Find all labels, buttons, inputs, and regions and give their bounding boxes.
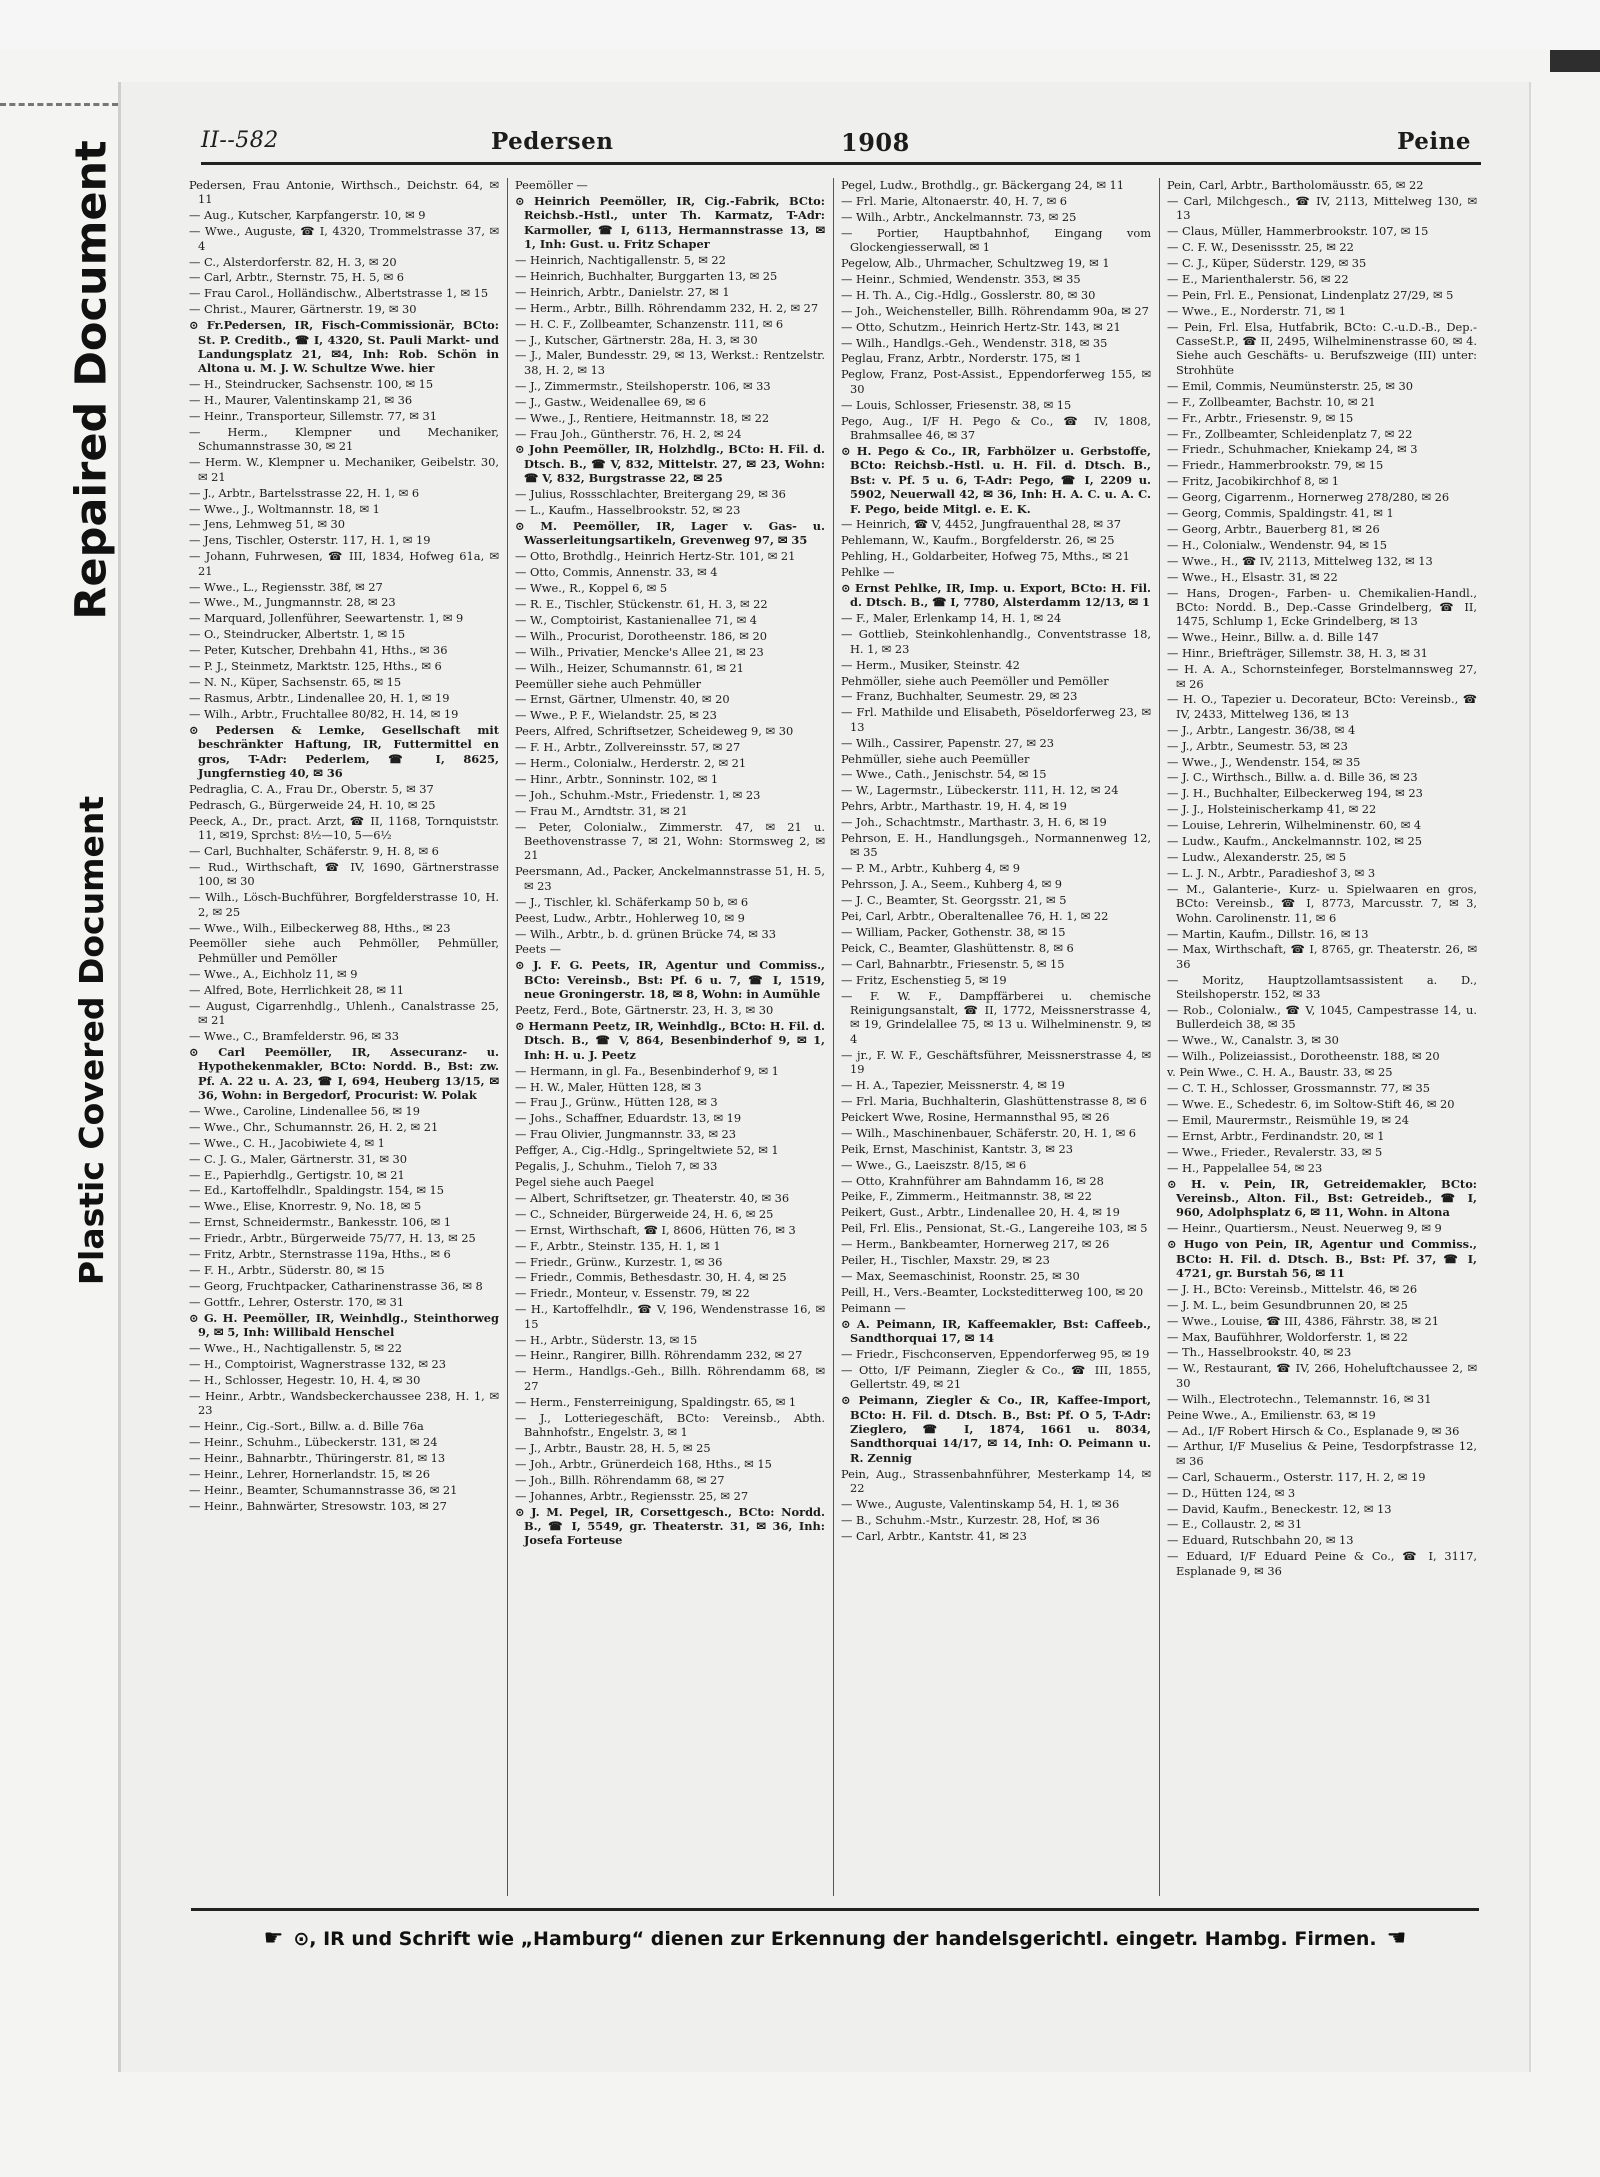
- directory-entry: — Heinr., Schuhm., Lübeckerstr. 131, ✉ 24: [189, 1434, 438, 1449]
- directory-entry: — Wwe., Louise, ☎ III, 4386, Fährstr. 38, ✉ 21: [1167, 1313, 1440, 1328]
- directory-entry: — W., Comptoirist, Kastanienallee 71, ✉ 4: [515, 612, 757, 627]
- directory-entry: Peimann —: [841, 1300, 906, 1315]
- plastic-covered-label: Plastic Covered Document: [72, 795, 112, 1285]
- directory-entry: Pego, Aug., I/F H. Pego & Co., ☎ IV, 1808, Brahmsallee 46, ✉ 37: [841, 413, 1151, 442]
- directory-entry: — Wilh., Privatier, Mencke's Allee 21, ✉ 23: [515, 644, 764, 659]
- directory-entry: — Peter, Colonialw., Zimmerstr. 47, ✉ 21 u. Beethovenstrasse 7, ✉ 21, Wohn: Stormsweg 2, ✉ 21: [515, 819, 825, 863]
- directory-entry: Pedraglia, C. A., Frau Dr., Oberstr. 5, ✉ 37: [189, 781, 434, 796]
- directory-entry: — J., Arbtr., Seumestr. 53, ✉ 23: [1167, 738, 1348, 753]
- directory-entry: — F. H., Arbtr., Zollvereinsstr. 57, ✉ 27: [515, 740, 741, 755]
- directory-entry: — Pein, Frl. E., Pensionat, Lindenplatz 27/29, ✉ 5: [1167, 287, 1454, 302]
- directory-entry: Pegelow, Alb., Uhrmacher, Schultzweg 19, ✉ 1: [841, 256, 1110, 271]
- dashed-cut-line: [0, 103, 118, 106]
- directory-entry: — Christ., Maurer, Gärtnerstr. 19, ✉ 30: [189, 302, 417, 317]
- directory-entry: — Herm., Musiker, Steinstr. 42: [841, 657, 1020, 672]
- directory-entry: Pein, Aug., Strassenbahnführer, Mesterkamp 14, ✉ 22: [841, 1466, 1151, 1496]
- directory-entry: — Friedr., Grünw., Kurzestr. 1, ✉ 36: [515, 1254, 723, 1269]
- directory-entry: Peill, H., Vers.-Beamter, Locksteditterweg 100, ✉ 20: [841, 1284, 1144, 1299]
- directory-entry: — Ernst, Arbtr., Ferdinandstr. 20, ✉ 1: [1167, 1128, 1385, 1143]
- directory-entry: — Frl. Marie, Altonaerstr. 40, H. 7, ✉ 6: [841, 193, 1068, 208]
- directory-entry: — Wwe., Auguste, ☎ I, 4320, Trommelstrasse 37, ✉ 4: [189, 224, 499, 253]
- directory-entry: — Wwe., J., Wendenstr. 154, ✉ 35: [1167, 754, 1361, 769]
- directory-entry: — L., Kaufm., Hasselbrookstr. 52, ✉ 23: [515, 503, 741, 518]
- directory-entry: — William, Packer, Gothenstr. 38, ✉ 15: [841, 925, 1066, 939]
- directory-entry: — Frl. Mathilde und Elisabeth, Pöseldorferweg 23, ✉ 13: [841, 705, 1151, 734]
- directory-entry: — H. W., Maler, Hütten 128, ✉ 3: [515, 1079, 702, 1094]
- directory-entry: — Otto, I/F Peimann, Ziegler & Co., ☎ III, 1855, Gellertstr. 49, ✉ 21: [841, 1362, 1151, 1392]
- directory-entry: — Wwe., L., Regiensstr. 38f, ✉ 27: [189, 579, 383, 594]
- directory-entry: — B., Schuhm.-Mstr., Kurzestr. 28, Hof, ✉ 36: [841, 1512, 1100, 1527]
- directory-entry: Pehling, H., Goldarbeiter, Hofweg 75, Mths., ✉ 21: [841, 549, 1130, 564]
- directory-entry: — Arthur, I/F Muselius & Peine, Tesdorpfstrasse 12, ✉ 36: [1167, 1439, 1477, 1468]
- directory-entry: — Wwe., R., Koppel 6, ✉ 5: [515, 581, 668, 596]
- pointing-hand-left-icon: ☚: [1386, 1926, 1407, 1951]
- directory-entry: — Ad., I/F Robert Hirsch & Co., Esplanade 9, ✉ 36: [1167, 1423, 1460, 1438]
- directory-entry: — W., Restaurant, ☎ IV, 266, Hoheluftchaussee 2, ✉ 30: [1167, 1361, 1477, 1390]
- directory-entry: — Fr., Arbtr., Friesenstr. 9, ✉ 15: [1167, 410, 1354, 425]
- directory-entry: ⊙ H. Pego & Co., IR, Farbhölzer u. Gerbstoffe, BCto: Reichsb.-Hstl. u. H. Fil. d. Dtsch. B., Bst: v. Pf. 5 u. 6, T-Adr: Pego, ☎ I, 2209 u. 5902, Neuerwall 42, ✉ 36, Inh: H. A. C. u. A. C. F. Pego, beide Mitgl. e. E. K.: [841, 443, 1151, 516]
- directory-entry: — Herm., Handlgs.-Geh., Billh. Röhrendamm 68, ✉ 27: [515, 1364, 825, 1393]
- directory-entry: — jr., F. W. F., Geschäftsführer, Meissnerstrasse 4, ✉ 19: [841, 1047, 1151, 1077]
- directory-entry: — Wilh., Cassirer, Papenstr. 27, ✉ 23: [841, 735, 1055, 750]
- directory-entry: — Wwe., H., Nachtigallenstr. 5, ✉ 22: [189, 1340, 403, 1355]
- directory-entry: Pegel, Ludw., Brothdlg., gr. Bäckergang 24, ✉ 11: [841, 178, 1125, 192]
- directory-entry: — Joh., Weichensteller, Billh. Röhrendamm 90a, ✉ 27: [841, 303, 1149, 318]
- column-3: [841, 178, 1151, 1896]
- directory-entry: — Hans, Drogen-, Farben- u. Chemikalien-Handl., BCto: Nordd. B., Dep.-Casse Grindelberg, ☎ II, 1475, Schlump 1, Ecke Grindelberg, ✉ 13: [1167, 585, 1477, 629]
- directory-entry: — Max, Baufühhrer, Woldorferstr. 1, ✉ 22: [1167, 1329, 1408, 1344]
- page-header: [201, 128, 1481, 165]
- repaired-document-label: Repaired Document: [67, 140, 117, 620]
- directory-entry: — Heinrich, ☎ V, 4452, Jungfrauenthal 28, ✉ 37: [841, 517, 1121, 532]
- directory-entry: Pehrson, E. H., Handlungsgeh., Normannenweg 12, ✉ 35: [841, 831, 1151, 860]
- directory-entry: — Ernst, Schneidermstr., Bankesstr. 106, ✉ 1: [189, 1215, 452, 1230]
- directory-entry: ⊙ Ernst Pehlke, IR, Imp. u. Export, BCto: H. Fil. d. Dtsch. B., ☎ I, 7780, Alsterdamm 12/13, ✉ 1: [841, 581, 1151, 610]
- directory-page: [118, 82, 1531, 2072]
- directory-entry: Peemüller siehe auch Pehmüller: [515, 676, 702, 691]
- directory-entry: — Herm., Fensterreinigung, Spaldingstr. 65, ✉ 1: [515, 1394, 797, 1409]
- directory-entry: v. Pein Wwe., C. H. A., Baustr. 33, ✉ 25: [1167, 1065, 1393, 1080]
- directory-entry: — J., Zimmermstr., Steilshoperstr. 106, ✉ 33: [515, 378, 771, 393]
- directory-entry: — Herm. W., Klempner u. Mechaniker, Geibelstr. 30, ✉ 21: [189, 455, 499, 484]
- directory-entry: ⊙ Pedersen & Lemke, Gesellschaft mit beschränkter Haftung, IR, Futtermittel en gros, T-Adr: Pederlem, ☎ I, 8625, Jungfernstieg 40, ✉ 36: [189, 722, 499, 780]
- pointing-hand-right-icon: ☛: [263, 1926, 284, 1951]
- directory-entry: — Johannes, Arbtr., Regiensstr. 25, ✉ 27: [515, 1488, 749, 1503]
- directory-entry: — Wilh., Arbtr., b. d. grünen Brücke 74, ✉ 33: [515, 926, 776, 941]
- directory-entry: — Wwe., Frieder., Revalerstr. 33, ✉ 5: [1167, 1144, 1383, 1159]
- directory-entry: — Heinr., Bahnwärter, Stresowstr. 103, ✉ 27: [189, 1498, 447, 1513]
- footer-note: [191, 1926, 1479, 1951]
- directory-entry: — Heinr., Cig.-Sort., Billw. a. d. Bille 76a: [189, 1419, 424, 1433]
- directory-entry: ⊙ Hermann Peetz, IR, Weinhdlg., BCto: H. Fil. d. Dtsch. B., ☎ V, 864, Besenbinderhof 9, ✉ 1, Inh: H. u. J. Peetz: [515, 1018, 825, 1062]
- directory-entry: — Frau Joh., Güntherstr. 76, H. 2, ✉ 24: [515, 426, 742, 441]
- directory-entry: — Wwe., H., Elsastr. 31, ✉ 22: [1167, 569, 1338, 584]
- directory-entry: — N. N., Küper, Sachsenstr. 65, ✉ 15: [189, 675, 402, 689]
- directory-entry: — H., Kartoffelhdlr., ☎ V, 196, Wendenstrasse 16, ✉ 15: [515, 1302, 825, 1331]
- directory-entry: Pehlke —: [841, 565, 895, 580]
- directory-entry: Peemöller siehe auch Pehmöller, Pehmüller, Pehmüller und Pemöller: [189, 936, 499, 965]
- directory-entry: — F. W. F., Dampffärberei u. chemische Reinigungsanstalt, ☎ II, 1772, Meissnerstrasse 4, ✉ 19, Grindelallee 75, ✉ 13 u. Wilhelminenstr. 9, ✉ 4: [841, 988, 1151, 1046]
- directory-entry: ⊙ Hugo von Pein, IR, Agentur und Commiss., BCto: H. Fil. d. Dtsch. B., Bst: Pf. 37, ☎ I, 4721, gr. Burstah 56, ✉ 11: [1167, 1237, 1477, 1280]
- directory-entry: — Heinrich, Nachtigallenstr. 5, ✉ 22: [515, 253, 726, 268]
- directory-entry: — Wwe., A., Eichholz 11, ✉ 9: [189, 966, 358, 981]
- directory-entry: — Carl, Arbtr., Sternstr. 75, H. 5, ✉ 6: [189, 270, 405, 285]
- directory-entry: Peest, Ludw., Arbtr., Hohlerweg 10, ✉ 9: [515, 910, 745, 925]
- directory-entry: — H., Schlosser, Hegestr. 10, H. 4, ✉ 30: [189, 1372, 421, 1387]
- directory-entry: Pedrasch, G., Bürgerweide 24, H. 10, ✉ 25: [189, 797, 436, 812]
- directory-entry: — Wwe., Caroline, Lindenallee 56, ✉ 19: [189, 1103, 420, 1118]
- directory-entry: — Rasmus, Arbtr., Lindenallee 20, H. 1, ✉ 19: [189, 690, 450, 705]
- directory-entry: — Ludw., Kaufm., Anckelmannstr. 102, ✉ 25: [1167, 834, 1422, 849]
- directory-entry: Peik, Ernst, Maschinist, Kantstr. 3, ✉ 23: [841, 1141, 1073, 1156]
- directory-entry: — Heinr., Quartiersm., Neust. Neuerweg 9, ✉ 9: [1167, 1221, 1442, 1236]
- directory-entry: ⊙ A. Peimann, IR, Kaffeemakler, Bst: Caffeeb., Sandthorquai 17, ✉ 14: [841, 1316, 1151, 1346]
- directory-entry: — Friedr., Fischconserven, Eppendorferweg 95, ✉ 19: [841, 1346, 1150, 1361]
- scan-top-band: [0, 0, 1600, 50]
- directory-entry: — H. O., Tapezier u. Decorateur, BCto: Vereinsb., ☎ IV, 2433, Mittelweg 136, ✉ 13: [1167, 692, 1477, 721]
- directory-entry: — Georg, Cigarrenm., Hornerweg 278/280, ✉ 26: [1167, 490, 1450, 505]
- directory-entry: ⊙ M. Peemöller, IR, Lager v. Gas- u. Wasserleitungsartikeln, Grevenweg 97, ✉ 35: [515, 518, 825, 548]
- directory-entry: — Wwe., E., Norderstr. 71, ✉ 1: [1167, 303, 1347, 318]
- directory-entry: Peikert, Gust., Arbtr., Lindenallee 20, H. 4, ✉ 19: [841, 1205, 1120, 1220]
- directory-entry: — Wilh., Polizeiassist., Dorotheenstr. 188, ✉ 20: [1167, 1049, 1440, 1064]
- directory-entry: — Julius, Rossschlachter, Breitergang 29, ✉ 36: [515, 487, 786, 502]
- directory-entry: ⊙ Carl Peemöller, IR, Assecuranz- u. Hypothekenmakler, BCto: Nordd. B., Bst: zw. Pf. A. 22 u. A. 23, ☎ I, 694, Heuberg 13/15, ✉ 36, Wohn: in Bergedorf, Procurist: W. Polak: [189, 1044, 499, 1102]
- directory-entry: — Heinrich, Buchhalter, Burggarten 13, ✉ 25: [515, 268, 778, 283]
- directory-entry: — J. C., Wirthsch., Billw. a. d. Bille 36, ✉ 23: [1167, 770, 1418, 785]
- directory-entry: — Ernst, Gärtner, Ulmenstr. 40, ✉ 20: [515, 692, 730, 707]
- directory-entry: — Wwe., Chr., Schumannstr. 26, H. 2, ✉ 21: [189, 1119, 439, 1134]
- directory-entry: — J. J., Holsteinischerkamp 41, ✉ 22: [1167, 802, 1377, 817]
- directory-entry: — Albert, Schriftsetzer, gr. Theaterstr. 40, ✉ 36: [515, 1190, 790, 1205]
- directory-entry: — Heinr., Schmied, Wendenstr. 353, ✉ 35: [841, 271, 1081, 286]
- directory-columns: [189, 178, 1477, 1896]
- column-1: [189, 178, 499, 1896]
- directory-entry: — David, Kaufm., Beneckestr. 12, ✉ 13: [1167, 1501, 1392, 1516]
- side-label-bottom-box: [58, 770, 126, 1310]
- directory-entry: — Friedr., Commis, Bethesdastr. 30, H. 4, ✉ 25: [515, 1270, 787, 1285]
- directory-entry: — Wilh., Arbtr., Fruchtallee 80/82, H. 14, ✉ 19: [189, 706, 459, 721]
- directory-entry: — Joh., Arbtr., Grünerdeich 168, Hths., ✉ 15: [515, 1456, 772, 1471]
- header-last-name: Peine: [1397, 128, 1471, 155]
- directory-entry: — Herm., Arbtr., Billh. Röhrendamm 232, H. 2, ✉ 27: [515, 300, 819, 315]
- directory-entry: — D., Hütten 124, ✉ 3: [1167, 1485, 1296, 1500]
- directory-entry: — Louise, Lehrerin, Wilhelminenstr. 60, ✉ 4: [1167, 818, 1422, 833]
- directory-entry: Peersmann, Ad., Packer, Anckelmannstrasse 51, H. 5, ✉ 23: [515, 864, 825, 893]
- directory-entry: — Martin, Kaufm., Dillstr. 16, ✉ 13: [1167, 926, 1369, 941]
- directory-entry: Pein, Carl, Arbtr., Bartholomäusstr. 65, ✉ 22: [1167, 178, 1424, 192]
- directory-entry: — Moritz, Hauptzollamtsassistent a. D., Steilshoperstr. 152, ✉ 33: [1167, 972, 1477, 1002]
- directory-entry: — H., Colonialw., Wendenstr. 94, ✉ 15: [1167, 537, 1388, 552]
- directory-entry: — Carl, Arbtr., Kantstr. 41, ✉ 23: [841, 1528, 1027, 1543]
- directory-entry: — W., Lagermstr., Lübeckerstr. 111, H. 12, ✉ 24: [841, 783, 1119, 798]
- directory-entry: Peeck, A., Dr., pract. Arzt, ☎ II, 1168, Tornquiststr. 11, ✉19, Sprchst: 8½—10, 5—6½: [189, 813, 499, 843]
- directory-entry: — Joh., Schachtmstr., Marthastr. 3, H. 6, ✉ 19: [841, 815, 1107, 830]
- directory-entry: Pehrsson, J. A., Seem., Kuhberg 4, ✉ 9: [841, 877, 1062, 892]
- directory-entry: — Johs., Schaffner, Eduardstr. 13, ✉ 19: [515, 1111, 742, 1126]
- directory-entry: — Fritz, Eschenstieg 5, ✉ 19: [841, 972, 1007, 987]
- directory-entry: — Wwe., G., Laeiszstr. 8/15, ✉ 6: [841, 1157, 1027, 1172]
- directory-entry: — Heinr., Rangirer, Billh. Röhrendamm 232, ✉ 27: [515, 1348, 803, 1363]
- directory-entry: — Wwe. E., Schedestr. 6, im Soltow-Stift 46, ✉ 20: [1167, 1096, 1455, 1111]
- directory-entry: — Fr., Zollbeamter, Schleidenplatz 7, ✉ 22: [1167, 426, 1413, 441]
- directory-entry: ⊙ John Peemöller, IR, Holzhdlg., BCto: H. Fil. d. Dtsch. B., ☎ V, 832, Mittelstr. 27, ✉ 23, Wohn: ☎ V, 832, Burgstrasse 22, ✉ 25: [515, 442, 825, 486]
- directory-entry: — Fritz, Jacobikirchhof 8, ✉ 1: [1167, 474, 1339, 489]
- directory-entry: — Rud., Wirthschaft, ☎ IV, 1690, Gärtnerstrasse 100, ✉ 30: [189, 859, 499, 889]
- directory-entry: Pedersen, Frau Antonie, Wirthsch., Deichstr. 64, ✉ 11: [189, 178, 499, 207]
- directory-entry: — C., Alsterdorferstr. 82, H. 3, ✉ 20: [189, 254, 397, 269]
- directory-entry: Pehlemann, W., Kaufm., Borgfelderstr. 26, ✉ 25: [841, 533, 1115, 548]
- directory-entry: — H., Arbtr., Süderstr. 13, ✉ 15: [515, 1332, 698, 1347]
- directory-entry: — Frau M., Arndtstr. 31, ✉ 21: [515, 803, 688, 818]
- directory-entry: — M., Galanterie-, Kurz- u. Spielwaaren en gros, BCto: Vereinsb., ☎ I, 8773, Marcusstr. 7, ✉ 3, Wohn. Carolinenstr. 11, ✉ 6: [1167, 881, 1477, 925]
- directory-entry: — Alfred, Bote, Herrlichkeit 28, ✉ 11: [189, 982, 405, 997]
- directory-entry: — Herm., Bankbeamter, Hornerweg 217, ✉ 26: [841, 1237, 1110, 1252]
- directory-entry: Peglau, Franz, Arbtr., Norderstr. 175, ✉ 1: [841, 351, 1082, 366]
- directory-entry: Peil, Frl. Elis., Pensionat, St.-G., Langereihe 103, ✉ 5: [841, 1221, 1148, 1236]
- directory-entry: — Eduard, I/F Eduard Peine & Co., ☎ I, 3117, Esplanade 9, ✉ 36: [1167, 1549, 1477, 1578]
- directory-entry: — Wwe., P. F., Wielandstr. 25, ✉ 23: [515, 708, 717, 723]
- directory-entry: — H., Comptoirist, Wagnerstrasse 132, ✉ 23: [189, 1356, 446, 1371]
- directory-entry: — Wwe., C. H., Jacobiwiete 4, ✉ 1: [189, 1135, 385, 1150]
- directory-entry: — Frau Olivier, Jungmannstr. 33, ✉ 23: [515, 1127, 737, 1142]
- directory-entry: — Georg, Commis, Spaldingstr. 41, ✉ 1: [1167, 506, 1394, 521]
- footer-text: ⊙, IR und Schrift wie „Hamburg“ dienen zur Erkennung der handelsgerichtl. eingetr. Hambg. Firmen.: [293, 1928, 1377, 1950]
- side-label-strip: [58, 120, 126, 1285]
- directory-entry: Peffger, A., Cig.-Hdlg., Springeltwiete 52, ✉ 1: [515, 1143, 779, 1158]
- footer-rule: [191, 1908, 1479, 1911]
- column-divider: [833, 178, 834, 1896]
- directory-entry: — Claus, Müller, Hammerbrookstr. 107, ✉ 15: [1167, 224, 1429, 239]
- directory-entry: — Wwe., W., Canalstr. 3, ✉ 30: [1167, 1033, 1339, 1048]
- directory-entry: — Wwe., Elise, Knorrestr. 9, No. 18, ✉ 5: [189, 1199, 422, 1214]
- directory-entry: — Friedr., Schuhmacher, Kniekamp 24, ✉ 3: [1167, 442, 1418, 457]
- directory-entry: — Ed., Kartoffelhdlr., Spaldingstr. 154, ✉ 15: [189, 1183, 445, 1198]
- directory-entry: — C. J. G., Maler, Gärtnerstr. 31, ✉ 30: [189, 1151, 407, 1166]
- directory-entry: — E., Collaustr. 2, ✉ 31: [1167, 1517, 1303, 1532]
- directory-entry: ⊙ J. F. G. Peets, IR, Agentur und Commiss., BCto: Vereinsb., Bst: Pf. 6 u. 7, ☎ I, 1519, neue Groningerstr. 18, ✉ 8, Wohn: in Aumühle: [515, 958, 825, 1002]
- directory-entry: — Wwe., C., Bramfelderstr. 96, ✉ 33: [189, 1028, 399, 1043]
- directory-entry: — J., Maler, Bundesstr. 29, ✉ 13, Werkst.: Rentzelstr. 38, H. 2, ✉ 13: [515, 348, 825, 377]
- directory-entry: — Wilh., Heizer, Schumannstr. 61, ✉ 21: [515, 660, 744, 675]
- directory-entry: — F., Zollbeamter, Bachstr. 10, ✉ 21: [1167, 394, 1376, 409]
- directory-entry: — Fritz, Arbtr., Sternstrasse 119a, Hths., ✉ 6: [189, 1247, 451, 1262]
- directory-entry: — J., Kutscher, Gärtnerstr. 28a, H. 3, ✉ 30: [515, 332, 758, 347]
- directory-entry: — Carl, Milchgesch., ☎ IV, 2113, Mittelweg 130, ✉ 13: [1167, 193, 1477, 223]
- directory-entry: — Frau J., Grünw., Hütten 128, ✉ 3: [515, 1095, 718, 1110]
- directory-entry: — Hinr., Arbtr., Sonninstr. 102, ✉ 1: [515, 771, 719, 786]
- directory-entry: — O., Steindrucker, Albertstr. 1, ✉ 15: [189, 627, 406, 642]
- directory-entry: — P. M., Arbtr., Kuhberg 4, ✉ 9: [841, 861, 1020, 876]
- directory-entry: — Max, Seemaschinist, Roonstr. 25, ✉ 30: [841, 1268, 1080, 1283]
- directory-entry: — Friedr., Arbtr., Bürgerweide 75/77, H. 13, ✉ 25: [189, 1231, 476, 1246]
- header-year: 1908: [841, 128, 910, 157]
- directory-entry: — H., Maurer, Valentinskamp 21, ✉ 36: [189, 393, 413, 408]
- directory-entry: — Joh., Schuhm.-Mstr., Friedenstr. 1, ✉ 23: [515, 787, 761, 802]
- directory-entry: — Heinr., Arbtr., Wandsbeckerchaussee 238, H. 1, ✉ 23: [189, 1388, 499, 1418]
- directory-entry: — Ludw., Alexanderstr. 25, ✉ 5: [1167, 849, 1347, 864]
- directory-entry: — Heinr., Lehrer, Hornerlandstr. 15, ✉ 26: [189, 1466, 431, 1481]
- directory-entry: — Heinr., Transporteur, Sillemstr. 77, ✉ 31: [189, 409, 437, 424]
- directory-entry: Peemöller —: [515, 178, 588, 192]
- directory-entry: — Herm., Colonialw., Herderstr. 2, ✉ 21: [515, 756, 747, 771]
- scan-edge-tab: [1550, 50, 1600, 72]
- directory-entry: — J., Lotteriegeschäft, BCto: Vereinsb., Abth. Bahnhofstr., Engelstr. 3, ✉ 1: [515, 1410, 825, 1439]
- directory-entry: — Jens, Lehmweg 51, ✉ 30: [189, 517, 345, 532]
- directory-entry: — F., Maler, Erlenkamp 14, H. 1, ✉ 24: [841, 611, 1062, 626]
- column-divider: [507, 178, 508, 1896]
- directory-entry: — Friedr., Monteur, v. Essenstr. 79, ✉ 22: [515, 1286, 750, 1301]
- directory-entry: ⊙ J. M. Pegel, IR, Corsettgesch., BCto: Nordd. B., ☎ I, 5549, gr. Theaterstr. 31, ✉ 36, Inh: Josefa Forteuse: [515, 1504, 825, 1548]
- directory-entry: — J. H., Buchhalter, Eilbeckerweg 194, ✉ 23: [1167, 786, 1423, 801]
- directory-entry: — Johann, Fuhrwesen, ☎ III, 1834, Hofweg 61a, ✉ 21: [189, 549, 499, 578]
- directory-entry: — Wilh., Handlgs.-Geh., Wendenstr. 318, ✉ 35: [841, 335, 1108, 350]
- directory-entry: — Wwe., Cath., Jenischstr. 54, ✉ 15: [841, 767, 1047, 782]
- directory-entry: Peers, Alfred, Schriftsetzer, Scheideweg 9, ✉ 30: [515, 724, 794, 739]
- column-4: [1167, 178, 1477, 1896]
- directory-entry: — Wwe., M., Jungmannstr. 28, ✉ 23: [189, 595, 396, 610]
- directory-entry: Peick, C., Beamter, Glashüttenstr. 8, ✉ 6: [841, 940, 1074, 955]
- directory-entry: ⊙ H. v. Pein, IR, Getreidemakler, BCto: Vereinsb., Alton. Fil., Bst: Getreideb., ☎ I, 960, Adolphsplatz 6, ✉ 11, Wohn. in Altona: [1167, 1176, 1477, 1220]
- directory-entry: — Eduard, Rutschbahn 20, ✉ 13: [1167, 1533, 1354, 1548]
- directory-entry: Pei, Carl, Arbtr., Oberaltenallee 76, H. 1, ✉ 22: [841, 909, 1109, 924]
- directory-entry: — Rob., Colonialw., ☎ V, 1045, Campestrasse 14, u. Bullerdeich 38, ✉ 35: [1167, 1003, 1477, 1032]
- directory-entry: — H. C. F., Zollbeamter, Schanzenstr. 111, ✉ 6: [515, 316, 784, 331]
- directory-entry: — Georg, Fruchtpacker, Catharinenstrasse 36, ✉ 8: [189, 1278, 483, 1293]
- directory-entry: — Wilh., Arbtr., Anckelmannstr. 73, ✉ 25: [841, 209, 1077, 224]
- directory-entry: — Aug., Kutscher, Karpfangerstr. 10, ✉ 9: [189, 208, 426, 223]
- directory-entry: ⊙ G. H. Peemöller, IR, Weinhdlg., Steinthorweg 9, ✉ 5, Inh: Willibald Henschel: [189, 1310, 499, 1340]
- directory-entry: — J., Arbtr., Langestr. 36/38, ✉ 4: [1167, 722, 1356, 737]
- directory-entry: — Pein, Frl. Elsa, Hutfabrik, BCto: C.-u.D.-B., Dep.-CasseSt.P., ☎ II, 2495, Wilhelminenstrasse 60, ✉ 4. Siehe auch Geschäfts- u. Berufszweige (III) unter: Strohhüte: [1167, 319, 1477, 377]
- directory-entry: Pehmüller, siehe auch Peemüller: [841, 751, 1030, 766]
- directory-entry: — Wilh., Procurist, Dorotheenstr. 186, ✉ 20: [515, 628, 767, 643]
- directory-entry: Peetz, Ferd., Bote, Gärtnerstr. 23, H. 3, ✉ 30: [515, 1003, 774, 1018]
- directory-entry: — J. C., Beamter, St. Georgsstr. 21, ✉ 5: [841, 893, 1067, 908]
- directory-entry: — Wwe., H., ☎ IV, 2113, Mittelweg 132, ✉ 13: [1167, 553, 1433, 568]
- directory-entry: — H. A., Tapezier, Meissnerstr. 4, ✉ 19: [841, 1078, 1065, 1093]
- directory-entry: ⊙ Heinrich Peemöller, IR, Cig.-Fabrik, BCto: Reichsb.-Hstl., unter Th. Karmatz, T-Adr: Karmoller, ☎ I, 6113, Hermannstrasse 13, ✉ 1, Inh: Gust. u. Fritz Schaper: [515, 193, 825, 252]
- directory-entry: — Wwe., J., Rentiere, Heitmannstr. 18, ✉ 22: [515, 410, 770, 425]
- directory-entry: — Otto, Krahnführer am Bahndamm 16, ✉ 28: [841, 1173, 1104, 1188]
- directory-entry: Peickert Wwe, Rosine, Hermannsthal 95, ✉ 26: [841, 1109, 1110, 1124]
- directory-entry: — Wwe., J., Woltmannstr. 18, ✉ 1: [189, 501, 380, 516]
- directory-entry: — J. M. L., beim Gesundbrunnen 20, ✉ 25: [1167, 1297, 1408, 1312]
- directory-entry: — Heinrich, Arbtr., Danielstr. 27, ✉ 1: [515, 284, 730, 299]
- directory-entry: — E., Marienthalerstr. 56, ✉ 22: [1167, 271, 1349, 286]
- directory-entry: — Georg, Arbtr., Bauerberg 81, ✉ 26: [1167, 521, 1380, 536]
- directory-entry: — August, Cigarrenhdlg., Uhlenh., Canalstrasse 25, ✉ 21: [189, 998, 499, 1027]
- directory-entry: — H., Steindrucker, Sachsenstr. 100, ✉ 15: [189, 377, 434, 392]
- directory-entry: — Ernst, Wirthschaft, ☎ I, 8606, Hütten 76, ✉ 3: [515, 1222, 796, 1237]
- directory-entry: — Heinr., Beamter, Schumannstrasse 36, ✉ 21: [189, 1482, 458, 1497]
- directory-entry: — F., Arbtr., Steinstr. 135, H. 1, ✉ 1: [515, 1238, 721, 1253]
- directory-entry: — Frau Carol., Holländischw., Albertstrasse 1, ✉ 15: [189, 286, 489, 301]
- directory-entry: — Otto, Brothdlg., Heinrich Hertz-Str. 101, ✉ 21: [515, 549, 796, 564]
- directory-entry: — H. Th. A., Cig.-Hdlg., Gosslerstr. 80, ✉ 30: [841, 287, 1096, 302]
- directory-entry: — Gottlieb, Steinkohlenhandlg., Conventstrasse 18, H. 1, ✉ 23: [841, 627, 1151, 656]
- directory-entry: — F. H., Arbtr., Süderstr. 80, ✉ 15: [189, 1262, 385, 1277]
- directory-entry: Pehrs, Arbtr., Marthastr. 19, H. 4, ✉ 19: [841, 799, 1067, 814]
- header-first-name: Pedersen: [491, 128, 614, 155]
- directory-entry: Pegalis, J., Schuhm., Tieloh 7, ✉ 33: [515, 1159, 718, 1174]
- directory-entry: — Wwe., Heinr., Billw. a. d. Bille 147: [1167, 630, 1379, 645]
- directory-entry: — Emil, Maurermstr., Reismühle 19, ✉ 24: [1167, 1112, 1410, 1127]
- directory-entry: — Carl, Buchhalter, Schäferstr. 9, H. 8, ✉ 6: [189, 843, 439, 858]
- directory-entry: Pehmöller, siehe auch Peemöller und Pemöller: [841, 673, 1109, 688]
- directory-entry: — Wwe., Auguste, Valentinskamp 54, H. 1, ✉ 36: [841, 1497, 1120, 1512]
- directory-entry: — C., Schneider, Bürgerweide 24, H. 6, ✉ 25: [515, 1206, 774, 1221]
- directory-entry: — Carl, Bahnarbtr., Friesenstr. 5, ✉ 15: [841, 956, 1065, 971]
- directory-entry: — Louis, Schlosser, Friesenstr. 38, ✉ 15: [841, 397, 1072, 412]
- directory-entry: — P. J., Steinmetz, Marktstr. 125, Hths., ✉ 6: [189, 659, 442, 674]
- directory-entry: — Herm., Klempner und Mechaniker, Schumannstrasse 30, ✉ 21: [189, 425, 499, 454]
- directory-entry: ⊙ Fr.Pedersen, IR, Fisch-Commissionär, BCto: St. P. Creditb., ☎ I, 4320, St. Pauli Markt- und Landungsplatz 21, ✉4, Inh: Rob. Schön in Altona u. M. J. W. Schultze Wwe. hier: [189, 318, 499, 376]
- directory-entry: — Peter, Kutscher, Drehbahn 41, Hths., ✉ 36: [189, 643, 448, 658]
- directory-entry: — H., Pappelallee 54, ✉ 23: [1167, 1160, 1323, 1175]
- directory-entry: ⊙ Peimann, Ziegler & Co., IR, Kaffee-Import, BCto: H. Fil. d. Dtsch. B., Bst: Pf. O 5, T-Adr: Zieglero, ☎ I, 1874, 1661 u. 8034, Sandthorquai 14/17, ✉ 14, Inh: O. Peimann u. R. Zennig: [841, 1393, 1151, 1465]
- directory-entry: — Marquard, Jollenführer, Seewartenstr. 1, ✉ 9: [189, 611, 464, 626]
- directory-entry: — Otto, Commis, Annenstr. 33, ✉ 4: [515, 565, 718, 580]
- directory-entry: — C. T. H., Schlosser, Grossmannstr. 77, ✉ 35: [1167, 1081, 1431, 1096]
- directory-entry: — Franz, Buchhalter, Seumestr. 29, ✉ 23: [841, 689, 1078, 704]
- directory-entry: — C. J., Küper, Süderstr. 129, ✉ 35: [1167, 256, 1367, 271]
- directory-entry: — Wilh., Lösch-Buchführer, Borgfelderstrasse 10, H. 2, ✉ 25: [189, 890, 499, 919]
- directory-entry: — L. J. N., Arbtr., Paradieshof 3, ✉ 3: [1167, 865, 1376, 880]
- directory-entry: — Heinr., Bahnarbtr., Thüringerstr. 81, ✉ 13: [189, 1450, 446, 1465]
- directory-entry: — Wwe., Wilh., Eilbeckerweg 88, Hths., ✉ 23: [189, 920, 451, 935]
- directory-entry: — Gottfr., Lehrer, Osterstr. 170, ✉ 31: [189, 1294, 405, 1309]
- directory-entry: Peglow, Franz, Post-Assist., Eppendorferweg 155, ✉ 30: [841, 367, 1151, 396]
- directory-entry: — C. F. W., Desenissstr. 25, ✉ 22: [1167, 240, 1354, 255]
- directory-entry: — J., Tischler, kl. Schäferkamp 50 b, ✉ 6: [515, 894, 749, 909]
- directory-entry: — J., Arbtr., Baustr. 28, H. 5, ✉ 25: [515, 1440, 711, 1455]
- directory-entry: — Max, Wirthschaft, ☎ I, 8765, gr. Theaterstr. 26, ✉ 36: [1167, 942, 1477, 971]
- directory-entry: — Joh., Billh. Röhrendamm 68, ✉ 27: [515, 1472, 725, 1487]
- directory-entry: — Th., Hasselbrookstr. 40, ✉ 23: [1167, 1345, 1352, 1360]
- directory-entry: Peets —: [515, 942, 562, 957]
- directory-entry: Pegel siehe auch Paegel: [515, 1175, 654, 1189]
- directory-entry: — Frl. Maria, Buchhalterin, Glashüttenstrasse 8, ✉ 6: [841, 1093, 1147, 1108]
- column-2: [515, 178, 825, 1896]
- directory-entry: Peike, F., Zimmerm., Heitmannstr. 38, ✉ 22: [841, 1189, 1092, 1204]
- column-divider: [1159, 178, 1160, 1896]
- directory-entry: — Hermann, in gl. Fa., Besenbinderhof 9, ✉ 1: [515, 1063, 779, 1078]
- side-label-top-box: [58, 120, 126, 640]
- directory-entry: — Friedr., Hammerbrookstr. 79, ✉ 15: [1167, 458, 1384, 473]
- directory-entry: — Portier, Hauptbahnhof, Eingang vom Glockengiesserwall, ✉ 1: [841, 225, 1151, 255]
- directory-entry: Peine Wwe., A., Emilienstr. 63, ✉ 19: [1167, 1407, 1376, 1422]
- directory-entry: — H. A. A., Schornsteinfeger, Borstelmannsweg 27, ✉ 26: [1167, 662, 1477, 691]
- directory-entry: — J., Gastw., Weidenallee 69, ✉ 6: [515, 394, 706, 409]
- directory-entry: — Hinr., Briefträger, Sillemstr. 38, H. 3, ✉ 31: [1167, 646, 1428, 661]
- directory-entry: Peiler, H., Tischler, Maxstr. 29, ✉ 23: [841, 1253, 1050, 1268]
- directory-entry: — Jens, Tischler, Osterstr. 117, H. 1, ✉ 19: [189, 533, 431, 548]
- directory-entry: — Otto, Schutzm., Heinrich Hertz-Str. 143, ✉ 21: [841, 319, 1121, 334]
- directory-entry: — Wilh., Maschinenbauer, Schäferstr. 20, H. 1, ✉ 6: [841, 1125, 1137, 1140]
- directory-entry: — Carl, Schauerm., Osterstr. 117, H. 2, ✉ 19: [1167, 1469, 1426, 1484]
- directory-entry: — Emil, Commis, Neumünsterstr. 25, ✉ 30: [1167, 378, 1413, 393]
- directory-entry: — Wilh., Electrotechn., Telemannstr. 16, ✉ 31: [1167, 1391, 1432, 1406]
- directory-entry: — J., Arbtr., Bartelsstrasse 22, H. 1, ✉ 6: [189, 485, 420, 500]
- directory-entry: — J. H., BCto: Vereinsb., Mittelstr. 46, ✉ 26: [1167, 1281, 1418, 1296]
- page-number: II--582: [201, 128, 279, 153]
- directory-entry: — R. E., Tischler, Stückenstr. 61, H. 3, ✉ 22: [515, 596, 768, 611]
- directory-entry: — E., Papierhdlg., Gertigstr. 10, ✉ 21: [189, 1167, 405, 1182]
